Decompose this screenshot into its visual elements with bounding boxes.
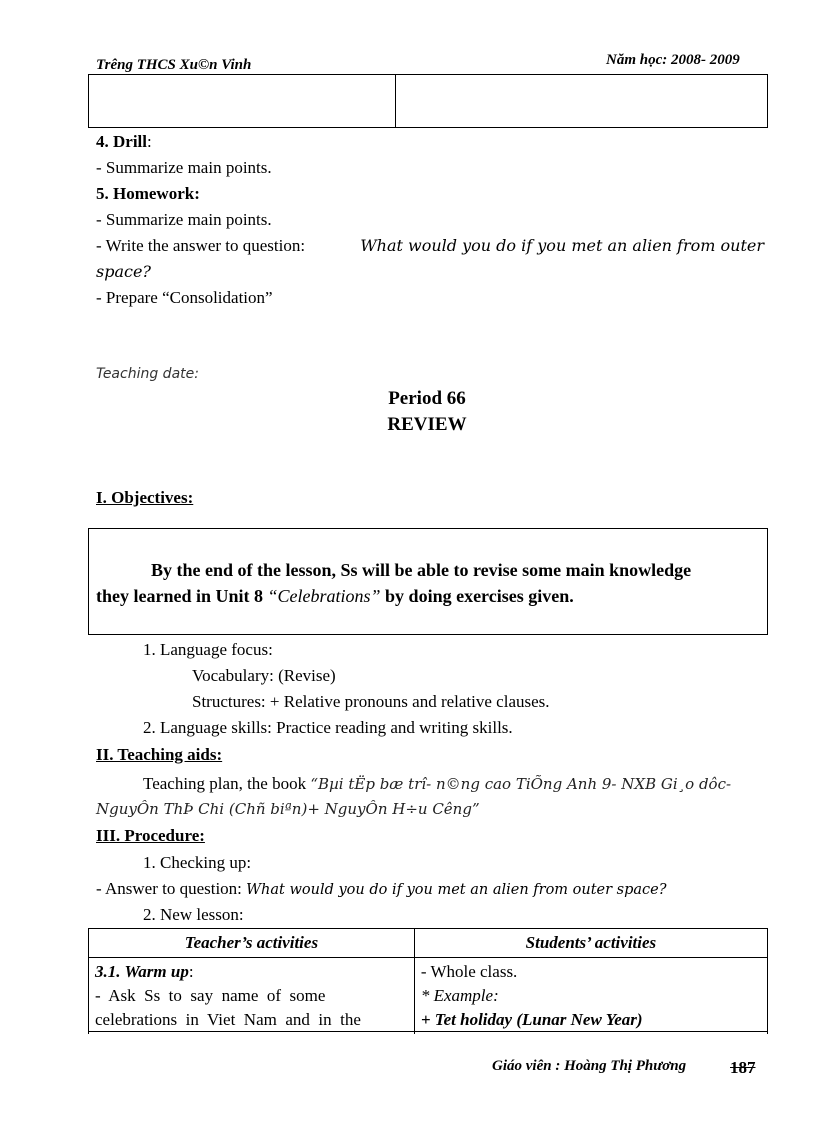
drill-heading: 4. Drill: <box>96 132 152 151</box>
school-year-label: Năm học: <box>606 52 668 68</box>
school-name: Trêng THCS Xu©n Vinh <box>96 57 252 73</box>
warm-up-label: 3.1. Warm up: <box>95 962 194 981</box>
homework-line-2: - Write the answer to question: What would you do if you met an alien from outer <box>96 236 764 255</box>
student-activity-line-3: + Tet holiday (Lunar New Year) <box>420 1010 643 1029</box>
answer-question: - Answer to question: What would you do if you met an alien from outer space? <box>96 879 667 898</box>
top-table-fragment <box>88 74 768 128</box>
homework-line-3: - Prepare “Consolidation” <box>96 288 273 307</box>
objectives-line-1: By the end of the lesson, Ss will be able to revise some main knowledge <box>151 560 692 580</box>
teacher-activity-line-1: - Ask Ss to say name of some <box>95 986 326 1005</box>
objectives-heading: I. Objectives: <box>96 488 194 507</box>
teacher-activities-header: Teacher’s activities <box>89 929 415 958</box>
teaching-aids-heading: II. Teaching aids: <box>96 745 223 764</box>
period-title: Period 66 <box>388 388 466 409</box>
table-row <box>89 958 768 1035</box>
table-bottom-rule <box>88 1031 768 1032</box>
checking-up: 1. Checking up: <box>143 853 252 872</box>
objectives-line-2: they learned in Unit 8 “Celebrations” by doing exercises given. <box>96 586 574 606</box>
review-title: REVIEW <box>387 414 467 435</box>
new-lesson: 2. New lesson: <box>143 905 244 924</box>
school-year <box>606 52 740 69</box>
student-activity-line-1: - Whole class. <box>420 962 518 981</box>
student-activity-example: * Example: <box>420 986 499 1005</box>
teaching-date: Teaching date: <box>96 366 199 382</box>
drill-line: - Summarize main points. <box>96 158 272 177</box>
school-year-value: 2008- 2009 <box>671 52 740 68</box>
activities-table <box>88 928 768 1034</box>
students-activities-header: Students’ activities <box>414 929 767 958</box>
structures: Structures: + Relative pronouns and relative clauses. <box>192 692 550 711</box>
homework-line-2-cont: space? <box>96 262 151 281</box>
top-table-divider <box>395 74 396 127</box>
teaching-aids-line-2: NguyÔn ThÞ Chi (Chñ biªn)+ NguyÔn H÷u Cêng” <box>96 800 480 818</box>
homework-heading: 5. Homework: <box>96 184 200 203</box>
homework-line-1: - Summarize main points. <box>96 210 272 229</box>
page-number: 187 <box>730 1058 756 1077</box>
footer-teacher: Giáo viên : Hoàng Thị Phương <box>492 1058 687 1074</box>
teacher-activity-line-2: celebrations in Viet Nam and in the <box>95 1010 361 1029</box>
objectives-box <box>88 528 768 635</box>
language-focus: 1. Language focus: <box>143 640 273 659</box>
procedure-heading: III. Procedure: <box>96 826 205 845</box>
language-skills: 2. Language skills: Practice reading and writing skills. <box>143 718 513 737</box>
table-header-row <box>89 929 768 958</box>
teaching-aids-line-1: Teaching plan, the book “Bµi tËp bæ trî- n©ng cao TiÕng Anh 9- NXB Gi¸o dôc- <box>143 774 732 793</box>
vocabulary: Vocabulary: (Revise) <box>192 666 336 685</box>
